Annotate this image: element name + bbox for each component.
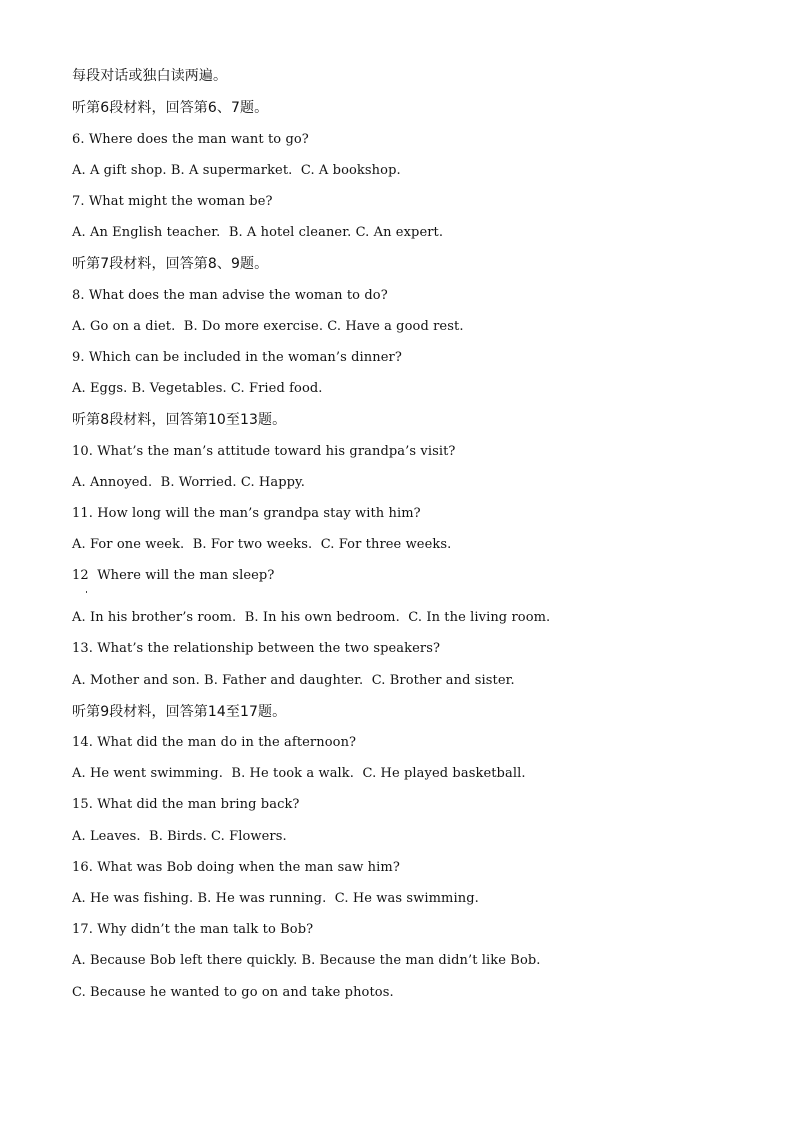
instruction-text: 每段对话或独白读两遍。 — [72, 68, 228, 84]
question-14: 14. What did the man do in the afternoon? — [72, 735, 357, 750]
options-13: A. Mother and son. B. Father and daughter. C. Brother and sister. — [72, 673, 515, 688]
options-10: A. Annoyed. B. Worried. C. Happy. — [72, 475, 305, 490]
question-9: 9. Which can be included in the woman’s dinner? — [72, 350, 402, 365]
question-12: 12 Where will the man sleep? — [72, 568, 275, 583]
question-7: 7. What might the woman be? — [72, 194, 273, 209]
options-6: A. A gift shop. B. A supermarket. C. A bookshop. — [72, 163, 401, 178]
question-13: 13. What’s the relationship between the two speakers? — [72, 641, 441, 656]
question-15: 15. What did the man bring back? — [72, 797, 300, 812]
scan-speck — [86, 591, 87, 593]
options-14: A. He went swimming. B. He took a walk. C. He played basketball. — [72, 766, 526, 781]
question-6: 6. Where does the man want to go? — [72, 132, 309, 147]
question-16: 16. What was Bob doing when the man saw him? — [72, 860, 400, 875]
section-heading: 听第9段材料，回答第14至17题。 — [72, 704, 287, 720]
options-15: A. Leaves. B. Birds. C. Flowers. — [72, 829, 287, 844]
options-9: A. Eggs. B. Vegetables. C. Fried food. — [72, 381, 323, 396]
question-10: 10. What’s the man’s attitude toward his grandpa’s visit? — [72, 444, 456, 459]
options-11: A. For one week. B. For two weeks. C. For three weeks. — [72, 537, 452, 552]
question-8: 8. What does the man advise the woman to do? — [72, 288, 388, 303]
options-17: A. Because Bob left there quickly. B. Because the man didn’t like Bob. — [72, 953, 541, 968]
options-7: A. An English teacher. B. A hotel cleaner. C. An expert. — [72, 225, 444, 240]
options-17-continued: C. Because he wanted to go on and take photos. — [72, 985, 394, 1000]
options-12: A. In his brother’s room. B. In his own bedroom. C. In the living room. — [72, 610, 551, 625]
section-heading: 听第7段材料，回答第8、9题。 — [72, 256, 269, 272]
options-16: A. He was fishing. B. He was running. C. He was swimming. — [72, 891, 479, 906]
section-heading: 听第6段材料，回答第6、7题。 — [72, 100, 269, 116]
question-17: 17. Why didn’t the man talk to Bob? — [72, 922, 314, 937]
options-8: A. Go on a diet. B. Do more exercise. C. Have a good rest. — [72, 319, 464, 334]
section-heading: 听第8段材料，回答第10至13题。 — [72, 412, 287, 428]
question-11: 11. How long will the man’s grandpa stay with him? — [72, 506, 421, 521]
